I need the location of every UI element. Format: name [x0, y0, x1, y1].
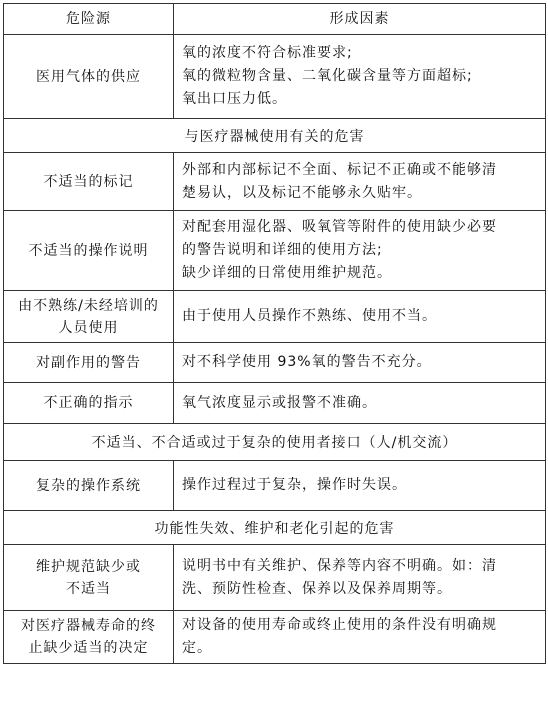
section-title: 不适当、不合适或过于复杂的使用者接口（人/机交流）: [4, 424, 546, 461]
hazard-text: 复杂的操作系统: [36, 477, 141, 494]
factor-text: 对不科学使用 93%氧的警告不充分。: [182, 354, 432, 370]
factors-cell: [174, 545, 546, 611]
table-row: [4, 611, 546, 664]
hazard-cell: [4, 611, 174, 664]
factor-text: 氧的微粒物含量、二氧化碳含量等方面超标;: [182, 68, 473, 84]
section-title: 功能性失效、维护和老化引起的危害: [4, 511, 546, 545]
section-title: 与医疗器械使用有关的危害: [4, 119, 546, 153]
factors-cell: [174, 343, 546, 383]
hazard-cell: [4, 545, 174, 611]
hazard-text: 不正确的指示: [43, 395, 134, 411]
hazard-text: 对医疗器械寿命的终: [21, 618, 156, 634]
hazard-cell: [4, 35, 174, 119]
hazard-text: 不适当的操作说明: [28, 242, 149, 259]
header-hazard-source: 危险源: [4, 4, 174, 35]
factor-text: 缺少详细的日常使用维护规范。: [182, 265, 392, 281]
header-formation-factors: 形成因素: [174, 4, 546, 35]
hazard-text: 维护规范缺少或: [36, 558, 141, 575]
factors-cell: [174, 383, 546, 424]
table-header-row: [4, 4, 546, 35]
factors-cell: [174, 611, 546, 664]
factor-text: 的警告说明和详细的使用方法;: [182, 242, 383, 258]
hazard-text: 由不熟练/未经培训的: [18, 297, 159, 314]
factor-text: 对设备的使用寿命或终止使用的条件没有明确规: [182, 617, 497, 633]
hazard-cell: [4, 153, 174, 211]
section-row: [4, 119, 546, 153]
hazard-table-body: [4, 4, 546, 664]
factor-text: 外部和内部标记不全面、标记不正确或不能够清: [182, 161, 497, 178]
factor-text: 由于使用人员操作不熟练、使用不当。: [182, 308, 437, 324]
factors-cell: [174, 35, 546, 119]
hazard-text: 止缺少适当的决定: [28, 640, 149, 656]
factor-text: 洗、预防性检查、保养以及保养周期等。: [182, 580, 452, 597]
factors-cell: [174, 461, 546, 511]
table-row: [4, 153, 546, 211]
factors-cell: [174, 291, 546, 343]
table-row: [4, 461, 546, 511]
section-row: [4, 424, 546, 461]
factors-cell: [174, 153, 546, 211]
section-row: [4, 511, 546, 545]
table-row: [4, 35, 546, 119]
factor-text: 对配套用湿化器、吸氧管等附件的使用缺少必要: [182, 219, 497, 235]
hazard-cell: [4, 343, 174, 383]
factor-text: 操作过程过于复杂，操作时失误。: [182, 477, 407, 493]
table-row: [4, 545, 546, 611]
hazard-table: [3, 3, 546, 664]
hazard-cell: [4, 211, 174, 291]
factor-text: 氧出口压力低。: [182, 91, 287, 107]
factor-text: 氧气浓度显示或报警不准确。: [182, 394, 377, 411]
factor-text: 氧的浓度不符合标准要求;: [182, 45, 353, 61]
factors-cell: [174, 211, 546, 291]
table-row: [4, 211, 546, 291]
table-row: [4, 383, 546, 424]
hazard-cell: [4, 383, 174, 424]
hazard-text: 不适当的标记: [43, 173, 134, 190]
factor-text: 楚易认，以及标记不能够永久贴牢。: [182, 184, 422, 201]
hazard-cell: [4, 461, 174, 511]
hazard-cell: [4, 291, 174, 343]
hazard-text: 医用气体的供应: [36, 68, 141, 85]
hazard-text: 不适当: [66, 580, 111, 597]
table-row: [4, 291, 546, 343]
hazard-text: 对副作用的警告: [36, 354, 141, 371]
hazard-text: 人员使用: [58, 319, 119, 336]
table-row: [4, 343, 546, 383]
factor-text: 说明书中有关维护、保养等内容不明确。如：清: [182, 557, 497, 574]
factor-text: 定。: [182, 640, 212, 656]
